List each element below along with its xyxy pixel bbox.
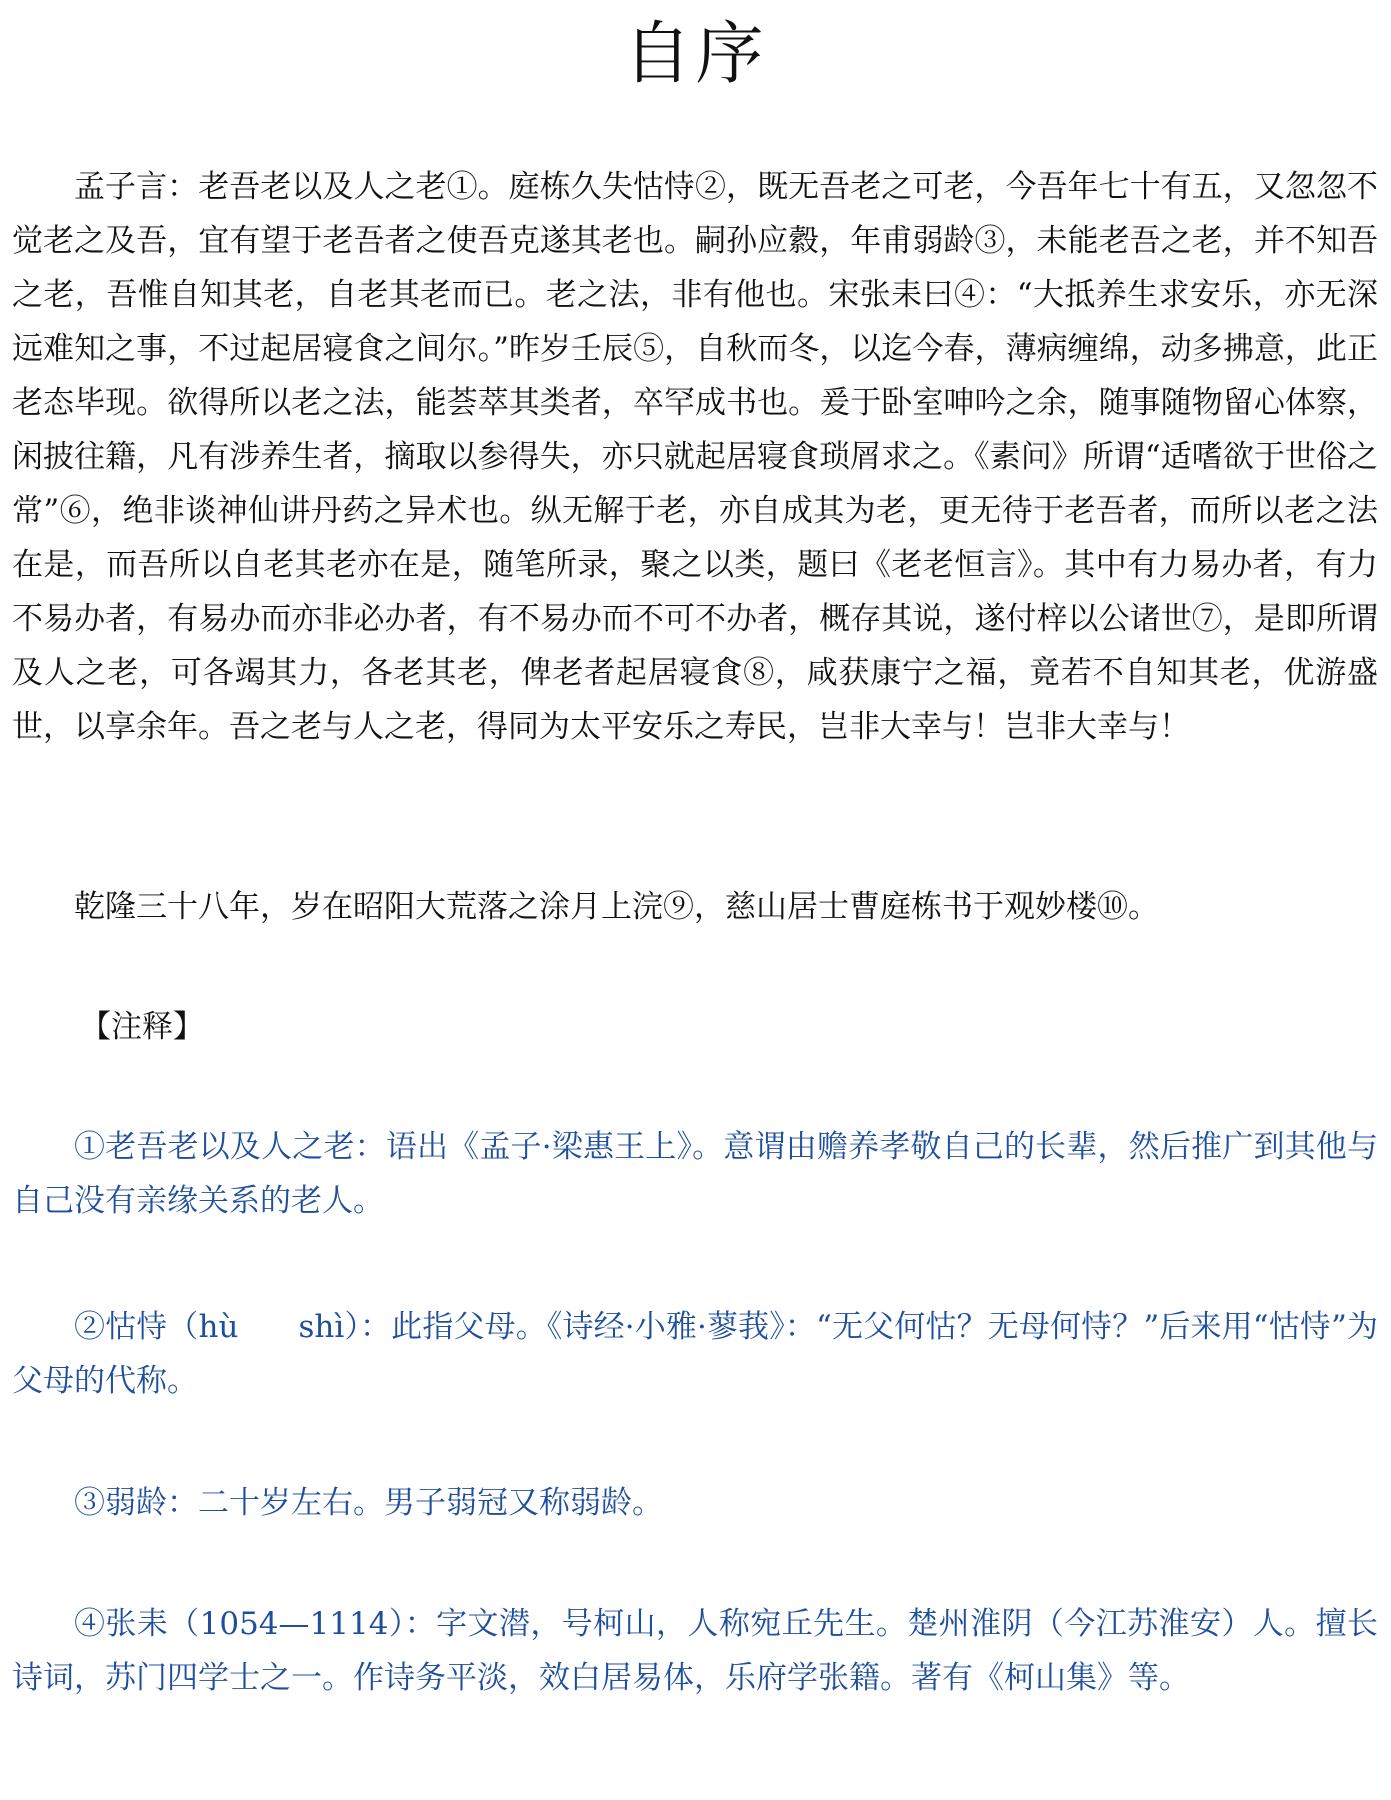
notes-heading: 【注释】: [80, 1009, 204, 1045]
note-1: ①老吾老以及人之老：语出《孟子·梁惠王上》。意谓由赡养孝敬自己的长辈，然后推广到其他与自己没有亲缘关系的老人。: [12, 1129, 1378, 1219]
note-4: ④张耒（1054—1114）：字文潜，号柯山，人称宛丘先生。楚州淮阴（今江苏淮安）人。擅长诗词，苏门四学士之一。作诗务平淡，效白居易体，乐府学张籍。著有《柯山集》等。: [12, 1606, 1378, 1696]
note-2: [12, 1300, 1378, 1408]
note-2-tail: shì）：此指父母。《诗经·小雅·蓼莪》：“无父何怙？无母何恃？”后来用“怙恃”为父母的代称。: [12, 1309, 1379, 1399]
date-signature-line: 乾隆三十八年，岁在昭阳大荒落之涂月上浣⑨，慈山居士曹庭栋书于观妙楼⑩。: [74, 889, 1159, 925]
preface-paragraph: 孟子言：老吾老以及人之老①。庭栋久失怙恃②，既无吾老之可老，今吾年七十有五，又忽忽不觉老之及吾，宜有望于老吾者之使吾克遂其老也。嗣孙应縠，年甫弱龄③，未能老吾之老，并不知吾之老，吾惟自知其老，自老其老而已。老之法，非有他也。宋张耒曰④：“大抵养生求安乐，亦无深远难知之事，不过起居寝食之间尔。”昨岁壬辰⑤，自秋而冬，以迄今春，薄病缠绵，动多拂意，此正老态毕现。欲得所以老之法，能荟萃其类者，卒罕成书也。爰于卧室呻吟之余，随事随物留心体察，闲披往籍，凡有涉养生者，摘取以参得失，亦只就起居寝食琐屑求之。《素问》所谓“适嗜欲于世俗之常”⑥，绝非谈神仙讲丹药之异术也。纵无解于老，亦自成其为老，更无待于老吾者，而所以老之法在是，而吾所以自老其老亦在是，随笔所录，聚之以类，题曰《老老恒言》。其中有力易办者，有力不易办者，有易办而亦非必办者，有不易办而不可不办者，概存其说，遂付梓以公诸世⑦，是即所谓及人之老，可各竭其力，各老其老，俾老者起居寝食⑧，咸获康宁之福，竟若不自知其老，优游盛世，以享余年。吾之老与人之老，得同为太平安乐之寿民，岂非大幸与！岂非大幸与！: [12, 169, 1378, 745]
note-2-head: ②怙恃（hù: [74, 1309, 239, 1345]
page-title: 自序: [623, 15, 768, 94]
note-3: ③弱龄：二十岁左右。男子弱冠又称弱龄。: [74, 1485, 663, 1521]
